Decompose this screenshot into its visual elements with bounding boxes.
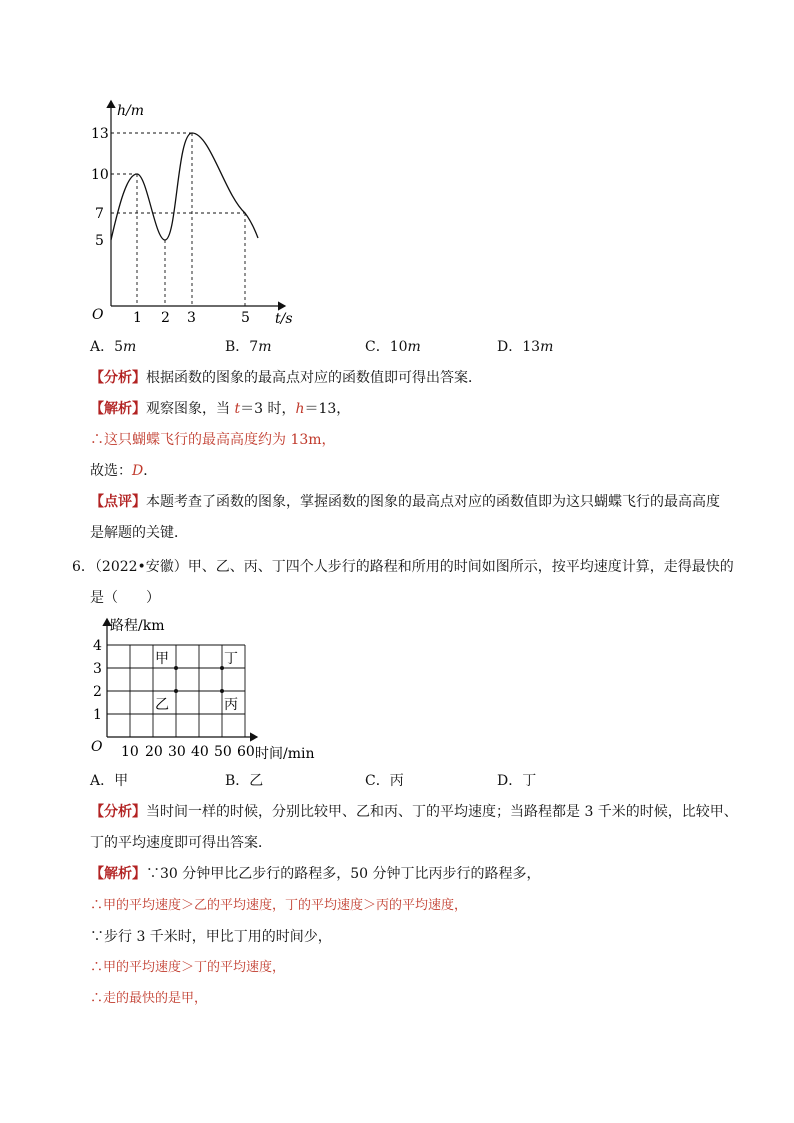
y-tick-label: 3	[93, 661, 102, 677]
q6-solution-line5: ∴走的最快的是甲，	[90, 991, 208, 1006]
point-bing	[220, 689, 224, 693]
q6-stem: 6．（2022•安徽）甲、乙、丙、丁四个人步行的路程和所用的时间如图所示，按平均速度计算，走得最快的	[72, 559, 734, 575]
x-tick-label: 50	[214, 744, 232, 760]
figure-height-time-graph	[85, 95, 305, 330]
solution-tag: 【解析】	[90, 866, 146, 882]
q6-solution-line3: ∵步行 3 千米时，甲比丁用的时间少，	[90, 929, 332, 945]
option-b: B．乙	[225, 773, 264, 789]
comment-tag: 【点评】	[90, 494, 146, 510]
option-a: A．5m	[90, 339, 137, 355]
y-tick-label: 1	[93, 707, 102, 723]
x-tick-label: 3	[187, 310, 196, 326]
point-label-ding: 丁	[224, 651, 238, 667]
analysis-tag: 【分析】	[90, 370, 146, 386]
y-tick-label: 5	[95, 233, 104, 249]
point-label-bing: 丙	[224, 697, 238, 713]
option-a: A．甲	[90, 773, 129, 789]
height-curve	[111, 133, 258, 240]
q6-options	[90, 770, 610, 790]
q6-solution: 【解析】∵30 分钟甲比乙步行的路程多，50 分钟丁比丙步行的路程多，	[90, 866, 541, 882]
point-label-jia: 甲	[155, 651, 169, 667]
q5-solution: 【解析】观察图象，当 t＝3 时，h＝13，	[90, 401, 351, 417]
q5-comment-cont: 是解题的关键．	[90, 525, 188, 541]
x-tick-label: 5	[241, 310, 250, 326]
y-tick-label: 2	[93, 684, 102, 700]
x-tick-label: 30	[168, 744, 186, 760]
q6-analysis: 【分析】当时间一样的时候，分别比较甲、乙和丙、丁的平均速度；当路程都是 3 千米的时候，比较甲、	[90, 804, 738, 820]
option-c: C．10m	[365, 339, 421, 355]
x-tick-label: 10	[121, 744, 139, 760]
point-jia	[174, 666, 178, 670]
option-d: D．13m	[497, 339, 554, 355]
q5-analysis: 【分析】根据函数的图象的最高点对应的函数值即可得出答案．	[90, 370, 482, 386]
option-c: C．丙	[365, 773, 404, 789]
y-tick-label: 7	[95, 206, 104, 222]
q6-solution-line4: ∴甲的平均速度＞丁的平均速度，	[90, 960, 286, 975]
q6-stem-cont: 是（ ）	[90, 590, 160, 606]
x-axis-label: 时间/min	[255, 746, 315, 762]
option-b: B．7m	[225, 339, 272, 355]
q6-solution-line2: ∴甲的平均速度＞乙的平均速度，丁的平均速度＞丙的平均速度，	[90, 898, 468, 913]
y-axis-label: h/m	[117, 103, 145, 119]
q5-options	[90, 336, 610, 356]
origin-label: O	[92, 307, 104, 323]
origin-label: O	[91, 739, 103, 755]
q6-analysis-cont: 丁的平均速度即可得出答案．	[90, 835, 272, 851]
point-yi	[174, 689, 178, 693]
analysis-tag: 【分析】	[90, 804, 146, 820]
y-tick-label: 10	[91, 167, 109, 183]
x-tick-label: 2	[161, 310, 170, 326]
x-tick-label: 20	[145, 744, 163, 760]
x-axis-label: t/s	[275, 311, 293, 327]
y-tick-label: 13	[91, 126, 109, 142]
q5-choice-line: 故选：D．	[90, 463, 158, 479]
solution-tag: 【解析】	[90, 401, 146, 417]
x-tick-label: 60	[237, 744, 255, 760]
point-label-yi: 乙	[155, 697, 169, 713]
q5-therefore-line: ∴这只蝴蝶飞行的最高高度约为 13m，	[90, 432, 336, 448]
q5-comment: 【点评】本题考查了函数的图象，掌握函数的图象的最高点对应的函数值即为这只蝴蝶飞行的最高高度	[90, 494, 720, 510]
option-d: D．丁	[497, 773, 537, 789]
x-tick-label: 40	[191, 744, 209, 760]
y-axis-label: 路程/km	[110, 618, 165, 634]
figure-distance-time-grid	[85, 613, 330, 765]
x-tick-label: 1	[133, 310, 142, 326]
y-tick-label: 4	[93, 638, 102, 654]
